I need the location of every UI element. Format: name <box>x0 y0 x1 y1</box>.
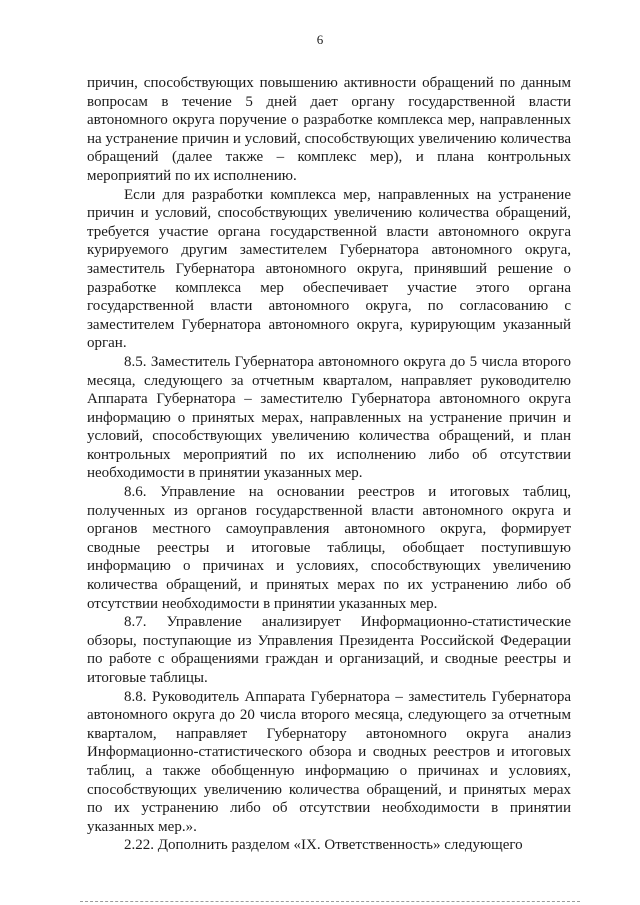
paragraph-2-22: 2.22. Дополнить разделом «IX. Ответственность» следующего <box>124 837 523 854</box>
paragraph-8-8: 8.8. Руководитель Аппарата Губернатора – заместитель Губернатора автономного округа до 20 числа второго месяца, следующего за отчетным кварталом, направляет Губернатору автономного округа анализ Информационно-статистического обзора и сводных реестров и итоговых таблиц, а также обобщенную информацию о причинах и условиях, способствующих увеличению количества обращений, и принятых мерах по их устранению либо об отсутствии необходимости в принятии указанных мер.». <box>87 688 571 835</box>
paragraph-8-6: 8.6. Управление на основании реестров и итоговых таблиц, полученных из органов государственной власти автономного округа и органов местного самоуправления автономного округа, формирует сводные реестры и итоговые таблицы, обобщает поступившую информацию о причинах и условиях, способствующих увеличению количества обращений, и принятых мерах по их устранению либо об отсутствии необходимости в принятии указанных мер. <box>87 484 571 612</box>
paragraph-8-7: 8.7. Управление анализирует Информационно-статистические обзоры, поступающие из Управления Президента Российской Федерации по работе с обращениями граждан и организаций, и сводные реестры и итоговые таблицы. <box>87 614 571 686</box>
paragraph-8-5: 8.5. Заместитель Губернатора автономного округа до 5 числа второго месяца, следующего за отчетным кварталом, направляет руководителю Аппарата Губернатора – заместителю Губернатора автономного округа информацию о принятых мерах, направленных на устранение причин и условий, способствующих увеличению количества обращений, и план контрольных мероприятий по их исполнению либо об отсутствии необходимости в принятии указанных мер. <box>87 353 571 482</box>
paragraph: Если для разработки комплекса мер, направленных на устранение причин и условий, способствующих увеличению количества обращений, требуется участие органа государственной власти автономного округа курируемого другим заместителем Губернатора автономного округа, заместитель Губернатора автономного округа, принявший решение о разработке комплекса мер обеспечивает участие этого органа государственной власти автономного округа, по согласованию с заместителем Губернатора автономного округа, курирующим указанный орган. <box>87 186 571 352</box>
scan-edge-divider <box>80 901 580 905</box>
document-body <box>87 74 571 855</box>
page-number: 6 <box>316 32 324 47</box>
paragraph-continuation: причин, способствующих повышению активности обращений по данным вопросам в течение 5 дней дает органу государственной власти автономного округа поручение о разработке комплекса мер, направленных на устранение причин и условий, способствующих увеличению количества обращений (далее также – комплекс мер), и плана контрольных мероприятий по их исполнению. <box>87 75 571 184</box>
